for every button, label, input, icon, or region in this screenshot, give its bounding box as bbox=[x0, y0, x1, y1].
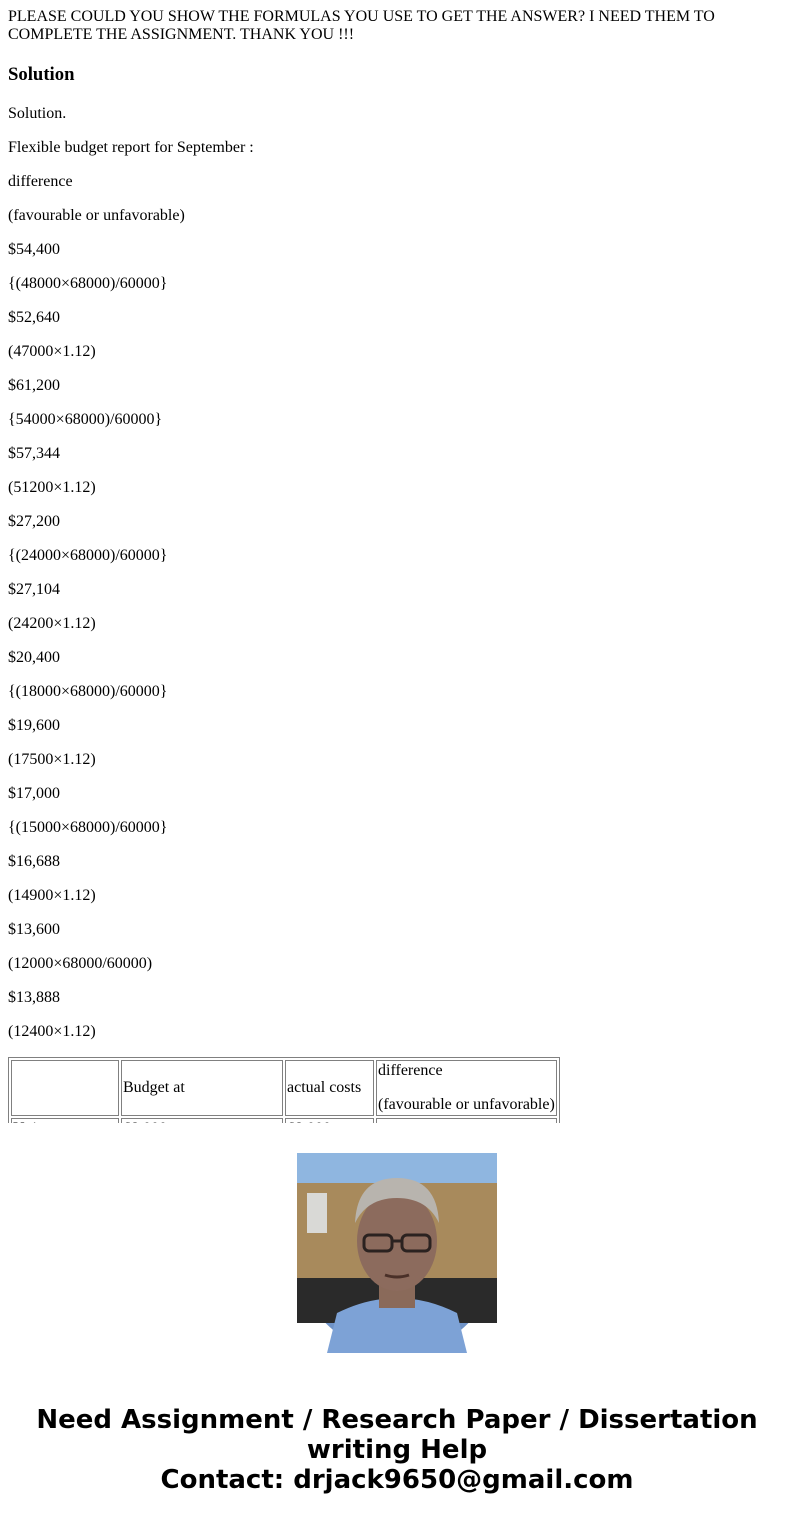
table-header-cell: actual costs bbox=[285, 1060, 374, 1116]
formula: (17500×1.12) bbox=[8, 751, 96, 768]
solution-paragraph: (favourable or unfavorable) bbox=[8, 207, 185, 224]
promo-footer bbox=[0, 1123, 794, 1523]
person-photo-icon bbox=[297, 1153, 497, 1353]
budget-value: $27,200 bbox=[8, 513, 60, 530]
budget-value: $17,000 bbox=[8, 785, 60, 802]
actual-value: $57,344 bbox=[8, 445, 60, 462]
contact-email: Contact: drjack9650@gmail.com bbox=[160, 1465, 634, 1495]
formula: {(24000×68000)/60000} bbox=[8, 547, 168, 564]
promo-text bbox=[0, 1405, 794, 1495]
formula: {54000×68000)/60000} bbox=[8, 411, 163, 428]
budget-value: $20,400 bbox=[8, 649, 60, 666]
table-header-row bbox=[11, 1060, 557, 1116]
table-header-cell bbox=[11, 1060, 119, 1116]
solution-paragraph: Solution. bbox=[8, 105, 67, 122]
formula: (51200×1.12) bbox=[8, 479, 96, 496]
table-header-cell: Budget at bbox=[121, 1060, 283, 1116]
author-avatar bbox=[297, 1153, 497, 1353]
formula: (47000×1.12) bbox=[8, 343, 96, 360]
actual-value: $52,640 bbox=[8, 309, 60, 326]
actual-value: $13,888 bbox=[8, 989, 60, 1006]
question-text: PLEASE COULD YOU SHOW THE FORMULAS YOU USE TO GET THE ANSWER? I NEED THEM TO COMPLETE THE ASSIGNMENT. THANK YOU !!! bbox=[8, 8, 715, 43]
actual-value: $19,600 bbox=[8, 717, 60, 734]
formula: {(18000×68000)/60000} bbox=[8, 683, 168, 700]
promo-line: Need Assignment / Research Paper / Dissertation bbox=[36, 1405, 758, 1435]
formula: {(48000×68000)/60000} bbox=[8, 275, 168, 292]
promo-line: writing Help bbox=[306, 1435, 488, 1465]
report-title: Flexible budget report for September : bbox=[8, 139, 254, 156]
header-difference: difference bbox=[378, 1062, 443, 1079]
budget-value: $61,200 bbox=[8, 377, 60, 394]
solution-heading: Solution bbox=[8, 64, 75, 85]
budget-value: $54,400 bbox=[8, 241, 60, 258]
header-favourable: (favourable or unfavorable) bbox=[378, 1096, 555, 1113]
table-header-cell bbox=[376, 1060, 557, 1116]
formula: (14900×1.12) bbox=[8, 887, 96, 904]
formula: {(15000×68000)/60000} bbox=[8, 819, 168, 836]
actual-value: $27,104 bbox=[8, 581, 60, 598]
budget-value: $13,600 bbox=[8, 921, 60, 938]
document-content bbox=[8, 0, 786, 1123]
formula: (12400×1.12) bbox=[8, 1023, 96, 1040]
formula: (24200×1.12) bbox=[8, 615, 96, 632]
actual-value: $16,688 bbox=[8, 853, 60, 870]
solution-paragraph: difference bbox=[8, 173, 73, 190]
formula: (12000×68000/60000) bbox=[8, 955, 153, 972]
